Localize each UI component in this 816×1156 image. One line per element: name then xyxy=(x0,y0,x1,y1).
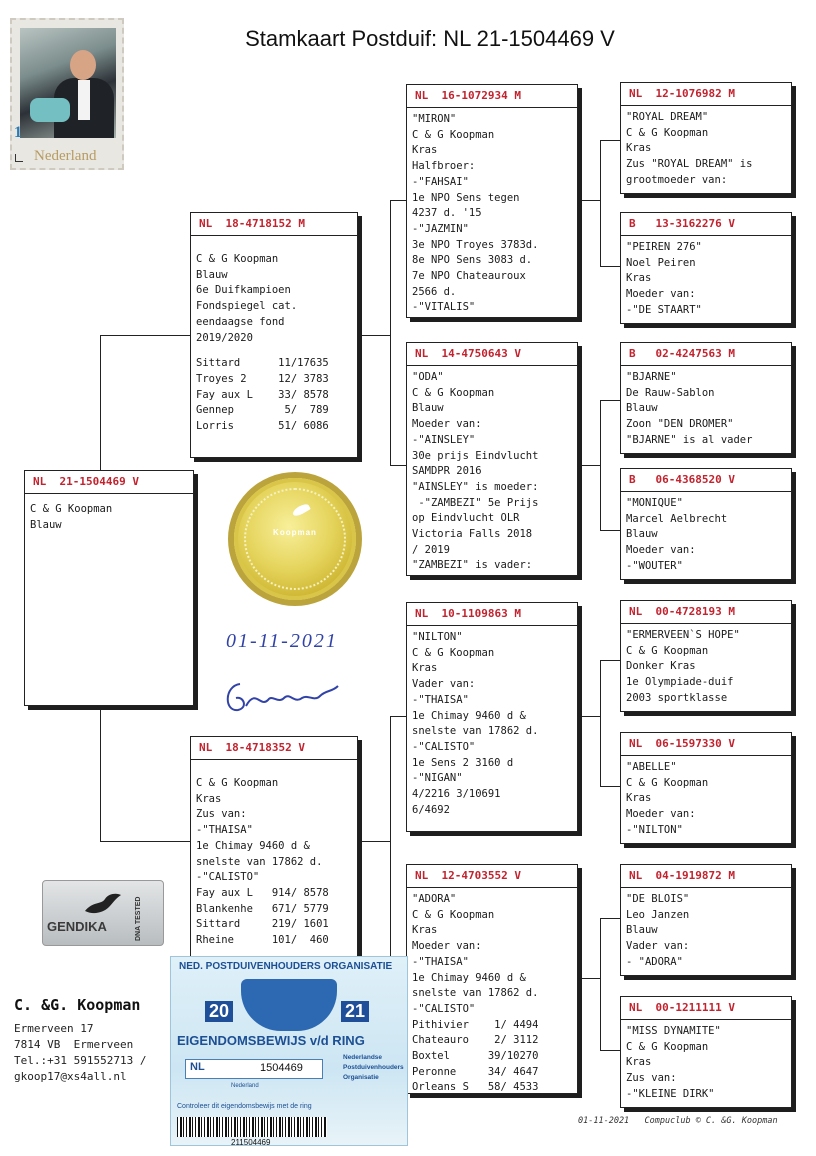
ring-number: NL 00-4728193 M xyxy=(621,601,791,624)
card-details xyxy=(621,888,791,971)
detail-line: -"ZAMBEZI" 5e Prijs xyxy=(412,496,539,509)
detail-line: Moeder van: xyxy=(412,418,482,431)
detail-line: Blauw xyxy=(412,402,444,415)
detail-line: C & G Koopman xyxy=(30,503,113,515)
result-line: Troyes 2 12/ 3783 xyxy=(196,372,329,385)
connector xyxy=(600,1050,620,1051)
result-line: Fay aux L 33/ 8578 xyxy=(196,388,329,401)
connector xyxy=(600,530,620,531)
detail-line: "ADORA" xyxy=(412,893,457,905)
pedigree-card-mf xyxy=(406,602,578,832)
detail-line: -"WOUTER" xyxy=(626,559,683,572)
result-line: Peronne 34/ 4647 xyxy=(412,1065,539,1078)
detail-line: Kras xyxy=(626,272,652,285)
connector xyxy=(390,200,391,465)
detail-line: 30e prijs Eindvlucht xyxy=(412,449,539,462)
card-details xyxy=(407,626,577,818)
ring-number: NL 00-1211111 V xyxy=(621,997,791,1020)
ring-ownership-certificate xyxy=(170,956,408,1146)
ring-number: B 02-4247563 M xyxy=(621,343,791,366)
gold-seal-logo xyxy=(234,478,356,600)
lion-crest-icon xyxy=(241,979,337,1031)
detail-line: snelste van 17862 d. xyxy=(196,855,323,868)
ring-number: NL 12-4703552 V xyxy=(407,865,577,888)
detail-line: -"THAISA" xyxy=(412,955,469,968)
pedigree-card-mfm xyxy=(620,732,792,844)
result-line: Blankenhe 671/ 5779 xyxy=(196,902,329,915)
connector xyxy=(100,841,190,842)
detail-line: Halfbroer: xyxy=(412,160,476,173)
detail-line: C & G Koopman xyxy=(196,253,279,265)
detail-line: Blauw xyxy=(30,518,62,531)
detail-line: Moeder van: xyxy=(412,940,482,953)
card-details xyxy=(621,1020,791,1103)
pedigree-card-mm xyxy=(406,864,578,1094)
detail-line: Zus "ROYAL DREAM" is xyxy=(626,158,753,171)
stamp-photo xyxy=(20,28,116,138)
detail-line: Moeder van: xyxy=(626,288,696,301)
country-code: NL xyxy=(190,1061,205,1073)
owner-address-line-1: Ermerveen 17 xyxy=(14,1022,94,1035)
connector xyxy=(100,335,190,336)
card-details xyxy=(621,236,791,319)
ring-number: NL 12-1076982 M xyxy=(621,83,791,106)
connector xyxy=(578,200,600,201)
owner-address-line-2: 7814 VB Ermerveen xyxy=(14,1038,134,1051)
pedigree-card-ff xyxy=(406,84,578,318)
certificate-year-left: 20 xyxy=(205,1001,233,1022)
detail-line: "ABELLE" xyxy=(626,761,677,773)
stamp-country: Nederland xyxy=(34,148,97,164)
seal-ring xyxy=(244,488,346,590)
connector xyxy=(600,140,620,141)
connector xyxy=(390,716,406,717)
seal-lettering: Koopman xyxy=(273,528,317,537)
detail-line: -"THAISA" xyxy=(196,824,253,837)
dna-tested-badge xyxy=(42,880,164,946)
detail-line: Blauw xyxy=(196,268,228,281)
detail-line: 3e NPO Troyes 3783d. xyxy=(412,238,539,251)
ring-number: NL 16-1072934 M xyxy=(407,85,577,108)
detail-line: Marcel Aelbrecht xyxy=(626,512,728,525)
connector xyxy=(390,465,406,466)
detail-line: C & G Koopman xyxy=(626,126,709,139)
connector xyxy=(600,660,620,661)
result-line: Fay aux L 914/ 8578 xyxy=(196,886,329,899)
pedigree-card-father xyxy=(190,212,358,458)
detail-line: 8e NPO Sens 3083 d. xyxy=(412,254,533,267)
card-details xyxy=(407,108,577,316)
certificate-org-side: Nederlandse Postduivenhouders Organisatie xyxy=(343,1054,404,1081)
result-line: Chateauro 2/ 3112 xyxy=(412,1034,539,1047)
detail-line: grootmoeder van: xyxy=(626,173,728,186)
detail-line: snelste van 17862 d. xyxy=(412,987,539,1000)
detail-line: "MIRON" xyxy=(412,113,457,125)
stamp-photo-face xyxy=(70,50,96,80)
detail-line: 1e Sens 2 3160 d xyxy=(412,756,514,769)
detail-line: C & G Koopman xyxy=(412,128,495,141)
pedigree-card-fm xyxy=(406,342,578,576)
detail-line: "BJARNE" is al vader xyxy=(626,433,753,446)
detail-line: 1e Olympiade-duif xyxy=(626,676,734,689)
signature-date: 01-11-2021 xyxy=(226,630,338,652)
detail-line: C & G Koopman xyxy=(626,1040,709,1053)
ring-number: NL 21-1504469 V xyxy=(25,471,193,494)
certificate-country: Nederland xyxy=(231,1083,259,1089)
connector xyxy=(578,716,600,717)
detail-line: Moeder van: xyxy=(626,544,696,557)
detail-line: "ERMERVEEN`S HOPE" xyxy=(626,629,740,641)
connector xyxy=(100,335,101,471)
connector xyxy=(358,335,390,336)
ring-number: B 13-3162276 V xyxy=(621,213,791,236)
detail-spacer xyxy=(196,346,357,356)
detail-line: "BJARNE" xyxy=(626,371,677,383)
detail-line: Vader van: xyxy=(626,940,690,953)
detail-line: Kras xyxy=(626,142,652,155)
detail-line: -"CALISTO" xyxy=(412,740,476,753)
connector xyxy=(358,841,390,842)
ring-number: NL 18-4718152 M xyxy=(191,213,357,236)
detail-line: Zoon "DEN DROMER" xyxy=(626,418,734,431)
badge-tag: DNA TESTED xyxy=(135,896,142,941)
detail-line: 2003 sportklasse xyxy=(626,691,728,704)
card-details xyxy=(621,756,791,839)
card-details xyxy=(621,624,791,707)
certificate-heading: EIGENDOMSBEWIJS v/d RING xyxy=(177,1033,365,1048)
connector xyxy=(600,400,620,401)
card-details xyxy=(25,494,193,533)
stamp-value: 1 xyxy=(14,124,22,141)
connector xyxy=(600,918,620,919)
detail-line: "MISS DYNAMITE" xyxy=(626,1025,721,1037)
detail-line: 6e Duifkampioen xyxy=(196,284,291,297)
card-details xyxy=(191,760,357,949)
detail-line: Kras xyxy=(412,662,438,675)
detail-line: Zus van: xyxy=(196,808,247,821)
detail-line: C & G Koopman xyxy=(626,644,709,657)
certificate-ring-number: 1504469 xyxy=(260,1062,303,1074)
detail-line: 1e Chimay 9460 d & xyxy=(412,971,526,984)
detail-line: -"DE STAART" xyxy=(626,303,702,316)
result-line: Gennep 5/ 789 xyxy=(196,404,329,417)
pedigree-card-mff xyxy=(620,600,792,712)
detail-line: Donker Kras xyxy=(626,660,696,673)
card-details xyxy=(621,492,791,575)
pedigree-card-fff xyxy=(620,82,792,194)
detail-line: Fondspiegel cat. xyxy=(196,300,298,313)
detail-line: "ROYAL DREAM" xyxy=(626,111,709,123)
detail-line: 4237 d. '15 xyxy=(412,207,482,220)
stamp-corner-mark xyxy=(15,154,23,162)
result-line: Orleans S 58/ 4533 xyxy=(412,1081,539,1094)
detail-line: Vader van: xyxy=(412,678,476,691)
pedigree-card-fmf xyxy=(620,342,792,454)
detail-line: -"FAHSAI" xyxy=(412,175,469,188)
detail-line: 1e NPO Sens tegen xyxy=(412,191,520,204)
detail-line: Blauw xyxy=(626,528,658,541)
detail-line: / 2019 xyxy=(412,543,450,556)
result-line: Sittard 219/ 1601 xyxy=(196,918,329,931)
detail-line: Moeder van: xyxy=(626,808,696,821)
connector xyxy=(578,465,600,466)
detail-line: Kras xyxy=(412,144,438,157)
detail-line: 2566 d. xyxy=(412,285,457,298)
detail-line: Kras xyxy=(626,792,652,805)
detail-line: "AINSLEY" is moeder: xyxy=(412,480,539,493)
connector xyxy=(600,660,601,786)
owner-email: gkoop17@xs4all.nl xyxy=(14,1070,127,1083)
detail-line: C & G Koopman xyxy=(412,386,495,399)
page-title: Stamkaart Postduif: NL 21-1504469 V xyxy=(245,26,615,51)
detail-line: -"VITALIS" xyxy=(412,301,476,314)
pedigree-card-mother xyxy=(190,736,358,968)
detail-line: Zus van: xyxy=(626,1072,677,1085)
card-details xyxy=(191,236,357,435)
ring-number: NL 10-1109863 M xyxy=(407,603,577,626)
ring-number: NL 14-4750643 V xyxy=(407,343,577,366)
connector xyxy=(600,918,601,1050)
ring-number-field xyxy=(185,1059,323,1079)
detail-line: C & G Koopman xyxy=(196,777,279,789)
detail-line: C & G Koopman xyxy=(412,908,495,921)
postage-stamp xyxy=(10,18,124,170)
owner-name: C. &G. Koopman xyxy=(14,996,141,1014)
detail-line: Kras xyxy=(626,1056,652,1069)
stamp-photo-shirt xyxy=(78,80,90,120)
detail-line: Blauw xyxy=(626,402,658,415)
card-details xyxy=(407,888,577,1096)
ring-number: B 06-4368520 V xyxy=(621,469,791,492)
card-details xyxy=(407,366,577,574)
detail-line: -"JAZMIN" xyxy=(412,222,469,235)
connector xyxy=(600,140,601,266)
connector xyxy=(390,200,406,201)
detail-line: De Rauw-Sablon xyxy=(626,386,715,399)
detail-line: -"CALISTO" xyxy=(196,871,260,884)
detail-line: 2019/2020 xyxy=(196,331,253,344)
detail-line: "NILTON" xyxy=(412,631,463,643)
certificate-control-note: Controleer dit eigendomsbewijs met de ring xyxy=(177,1103,312,1110)
detail-line: "PEIREN 276" xyxy=(626,241,702,253)
card-details xyxy=(621,106,791,189)
detail-line: -"THAISA" xyxy=(412,693,469,706)
detail-line: Blauw xyxy=(626,924,658,937)
detail-line: 1e Chimay 9460 d & xyxy=(196,839,310,852)
detail-line: -"NILTON" xyxy=(626,823,683,836)
result-line: Pithivier 1/ 4494 xyxy=(412,1018,539,1031)
detail-line: Kras xyxy=(412,924,438,937)
connector xyxy=(390,716,391,978)
connector xyxy=(100,705,101,841)
connector xyxy=(600,786,620,787)
detail-line: "ZAMBEZI" is vader: xyxy=(412,559,533,572)
result-line: Boxtel 39/10270 xyxy=(412,1050,539,1063)
pedigree-card-fmm xyxy=(620,468,792,580)
handwritten-signature xyxy=(222,676,342,716)
detail-line: Kras xyxy=(196,792,222,805)
stamp-photo-object xyxy=(30,98,70,122)
ring-number: NL 06-1597330 V xyxy=(621,733,791,756)
detail-line: Noel Peiren xyxy=(626,256,696,269)
detail-line: op Eindvlucht OLR xyxy=(412,512,520,525)
certificate-org: NED. POSTDUIVENHOUDERS ORGANISATIE xyxy=(179,961,393,972)
detail-line: - "ADORA" xyxy=(626,955,683,968)
detail-line: SAMDPR 2016 xyxy=(412,465,482,478)
detail-line: -"KLEINE DIRK" xyxy=(626,1087,715,1100)
detail-line: 4/2216 3/10691 xyxy=(412,788,501,801)
badge-brand: GENDIKA xyxy=(47,919,107,934)
pedigree-card-mmf xyxy=(620,864,792,976)
detail-line: Victoria Falls 2018 xyxy=(412,528,533,541)
result-line: Sittard 11/17635 xyxy=(196,357,329,370)
detail-line: 7e NPO Chateauroux xyxy=(412,270,526,283)
ring-number: NL 04-1919872 M xyxy=(621,865,791,888)
detail-line: Leo Janzen xyxy=(626,908,690,921)
pedigree-card-mmm xyxy=(620,996,792,1108)
pedigree-card-ffm xyxy=(620,212,792,324)
connector xyxy=(600,400,601,530)
ring-number: NL 18-4718352 V xyxy=(191,737,357,760)
pedigree-card-subject xyxy=(24,470,194,706)
detail-line: "MONIQUE" xyxy=(626,497,683,509)
detail-line: 1e Chimay 9460 d & xyxy=(412,709,526,722)
footer-credit: 01-11-2021 Compuclub © C. &G. Koopman xyxy=(578,1116,778,1126)
detail-line: "DE BLOIS" xyxy=(626,893,690,905)
connector xyxy=(578,978,600,979)
detail-line: -"NIGAN" xyxy=(412,772,463,785)
detail-line: C & G Koopman xyxy=(626,776,709,789)
detail-line: -"AINSLEY" xyxy=(412,433,476,446)
detail-line: C & G Koopman xyxy=(412,646,495,659)
connector xyxy=(600,266,620,267)
owner-phone: Tel.:+31 591552713 / xyxy=(14,1054,147,1067)
barcode-number: 211504469 xyxy=(231,1138,271,1146)
detail-line: eendaagse fond xyxy=(196,315,285,328)
detail-line: "ODA" xyxy=(412,371,444,383)
barcode xyxy=(177,1117,327,1137)
certificate-year-right: 21 xyxy=(341,1001,369,1022)
dove-icon xyxy=(83,891,123,917)
detail-line: 6/4692 xyxy=(412,803,450,816)
result-line: Lorris 51/ 6086 xyxy=(196,420,329,433)
detail-line: -"CALISTO" xyxy=(412,1002,476,1015)
card-details xyxy=(621,366,791,449)
detail-line: snelste van 17862 d. xyxy=(412,725,539,738)
result-line: Rheine 101/ 460 xyxy=(196,934,329,947)
